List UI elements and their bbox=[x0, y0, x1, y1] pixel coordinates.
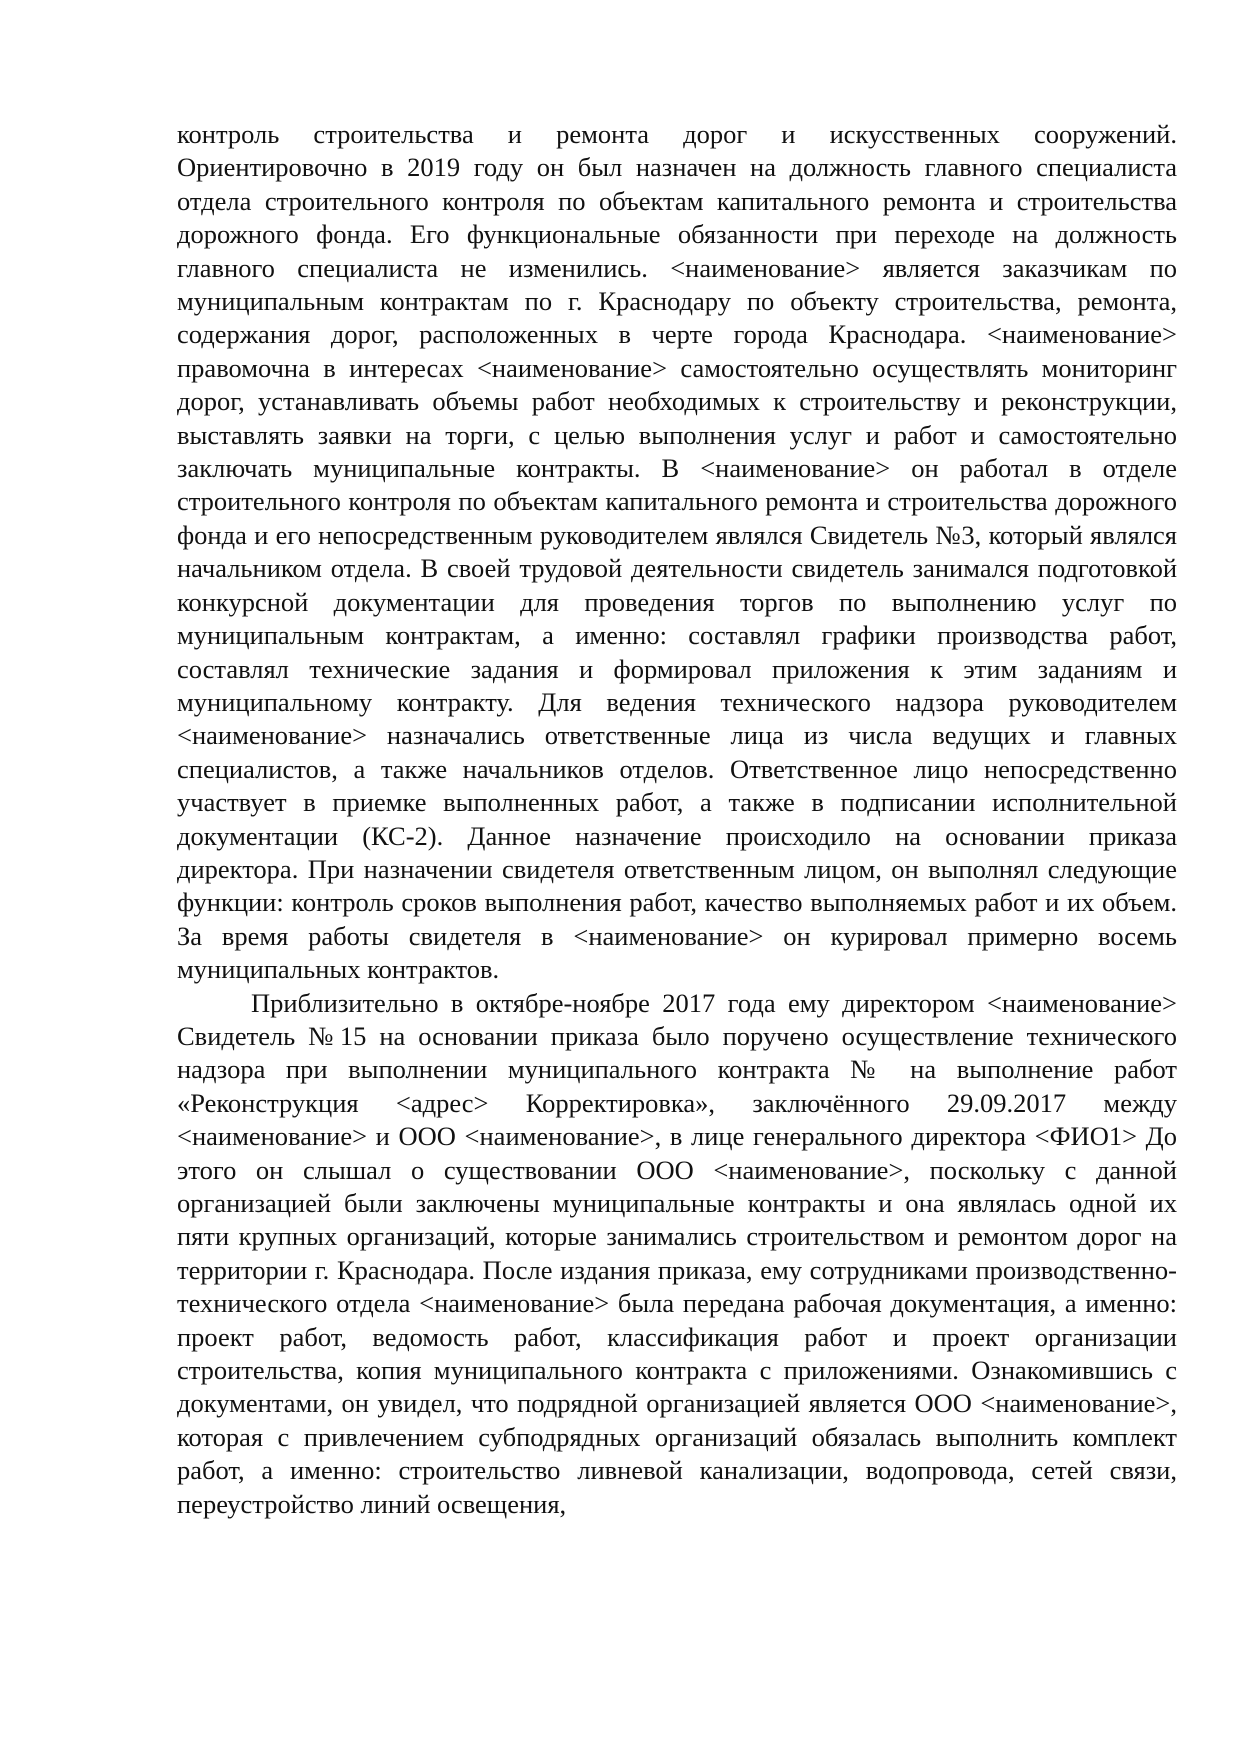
paragraph-1: контроль строительства и ремонта дорог и искусственных сооружений. Ориентировочно в 2019 году он был назначен на должность главного специалиста отдела строительного контроля по объектам капитального ремонта и строительства дорожного фонда. Его функциональные обязанности при переходе на должность главного специалиста не изменились. <наименование> является заказчикам по муниципальным контрактам по г. Краснодару по объекту строительства, ремонта, содержания дорог, расположенных в черте города Краснодара. <наименование> правомочна в интересах <наименование> самостоятельно осуществлять мониторинг дорог, устанавливать объемы работ необходимых к строительству и реконструкции, выставлять заявки на торги, с целью выполнения услуг и работ и самостоятельно заключать муниципальные контракты. В <наименование> он работал в отделе строительного контроля по объектам капитального ремонта и строительства дорожного фонда и его непосредственным руководителем являлся Свидетель №3, который являлся начальником отдела. В своей трудовой деятельности свидетель занимался подготовкой конкурсной документации для проведения торгов по выполнению услуг по муниципальным контрактам, а именно: составлял графики производства работ, составлял технические задания и формировал приложения к этим заданиям и муниципальному контракту. Для ведения технического надзора руководителем <наименование> назначались ответственные лица из числа ведущих и главных специалистов, а также начальников отделов. Ответственное лицо непосредственно участвует в приемке выполненных работ, а также в подписании исполнительной документации (КС-2). Данное назначение происходило на основании приказа директора. При назначении свидетеля ответственным лицом, он выполнял следующие функции: контроль сроков выполнения работ, качество выполняемых работ и их объем. За время работы свидетеля в <наименование> он курировал примерно восемь муниципальных контрактов. bbox=[177, 119, 1177, 985]
paragraph-2: Приблизительно в октябре-ноябре 2017 года ему директором <наименование> Свидетель №15 на основании приказа было поручено осуществление технического надзора при выполнении муниципального контракта № на выполнение работ «Реконструкция <адрес> Корректировка», заключённого 29.09.2017 между <наименование> и ООО <наименование>, в лице генерального директора <ФИО1> До этого он слышал о существовании ООО <наименование>, поскольку с данной организацией были заключены муниципальные контракты и она являлась одной их пяти крупных организаций, которые занимались строительством и ремонтом дорог на территории г. Краснодара. После издания приказа, ему сотрудниками производственно-технического отдела <наименование> была передана рабочая документация, а именно: проект работ, ведомость работ, классификация работ и проект организации строительства, копия муниципального контракта с приложениями. Ознакомившись с документами, он увидел, что подрядной организацией является ООО <наименование>, которая с привлечением субподрядных организаций обязалась выполнить комплект работ, а именно: строительство ливневой канализации, водопровода, сетей связи, переустройство линий освещения, bbox=[177, 987, 1177, 1519]
document-body bbox=[177, 118, 1177, 1521]
